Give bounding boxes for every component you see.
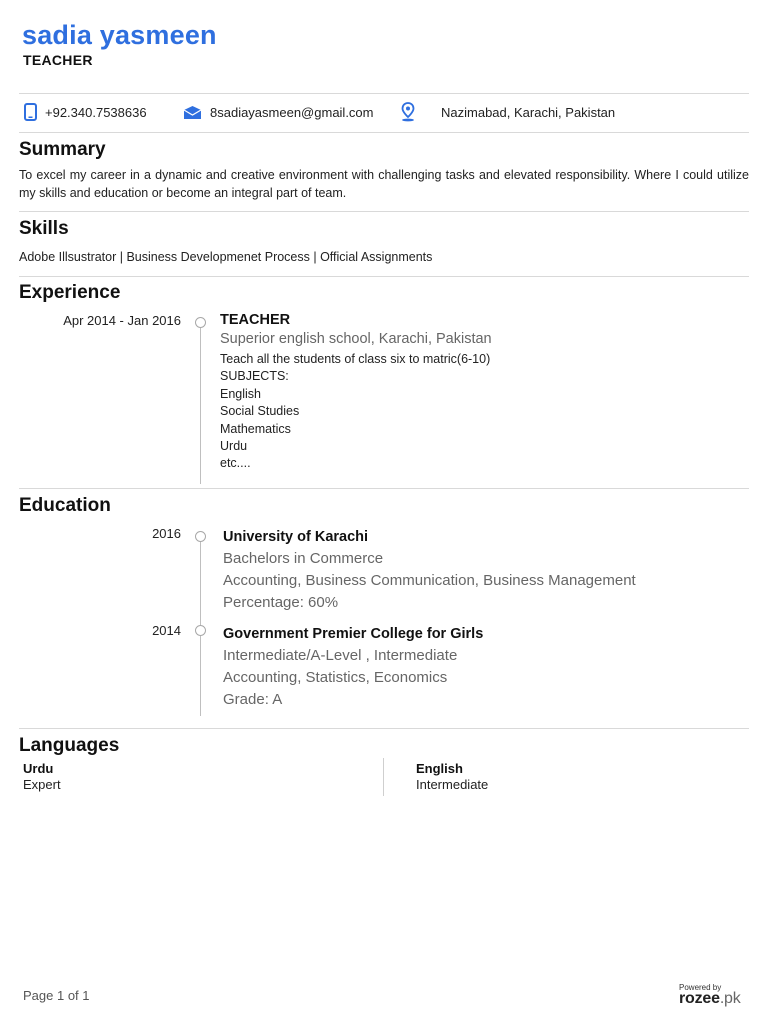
contact-location — [400, 100, 615, 124]
education-result: Percentage: 60% — [223, 594, 339, 611]
divider — [19, 488, 749, 489]
divider — [19, 93, 749, 94]
languages-heading: Languages — [19, 735, 120, 756]
description-line: Mathematics — [220, 421, 291, 436]
map-pin-icon — [400, 102, 416, 122]
experience-heading: Experience — [19, 282, 121, 303]
description-line: etc.... — [220, 456, 251, 471]
divider — [19, 211, 749, 212]
skills-heading: Skills — [19, 218, 69, 239]
education-degree: Intermediate/A-Level , Intermediate — [223, 647, 458, 664]
candidate-name: sadia yasmeen — [22, 20, 217, 50]
description-line: SUBJECTS: — [220, 369, 289, 384]
education-institution: University of Karachi — [223, 529, 369, 545]
language-level: Expert — [23, 777, 61, 792]
timeline-dot — [195, 317, 206, 328]
education-result: Grade: A — [223, 691, 283, 708]
experience-description — [220, 351, 490, 473]
summary-text: To excel my career in a dynamic and creative environment with challenging tasks and elevated responsibility. Where I could utilize my skills and education or become an integral part of team. — [19, 168, 749, 200]
description-line: Social Studies — [220, 404, 300, 419]
description-line: Teach all the students of class six to matric(6-10) — [220, 352, 491, 366]
location-text: Nazimabad, Karachi, Pakistan — [441, 104, 616, 120]
powered-by-label: Powered by — [679, 983, 722, 992]
email-address[interactable]: 8sadiayasmeen@gmail.com — [210, 104, 374, 120]
education-institution: Government Premier College for Girls — [223, 626, 484, 642]
language-level: Intermediate — [416, 777, 489, 792]
envelope-icon — [183, 105, 202, 120]
education-year: 2014 — [152, 623, 181, 638]
education-degree: Bachelors in Commerce — [223, 550, 384, 567]
education-subjects: Accounting, Business Communication, Business Management — [223, 572, 636, 589]
divider — [19, 728, 749, 729]
contact-email — [183, 100, 374, 124]
experience-timeline — [200, 322, 201, 484]
experience-date: Apr 2014 - Jan 2016 — [63, 313, 181, 328]
summary-heading: Summary — [19, 139, 106, 160]
education-year: 2016 — [152, 526, 181, 541]
brand-name: rozee — [679, 990, 720, 1007]
skills-text: Adobe Illsustrator | Business Developmenet Process | Official Assignments — [19, 250, 433, 264]
education-heading: Education — [19, 495, 111, 516]
divider — [19, 132, 749, 133]
phone-number[interactable]: +92.340.7538636 — [45, 104, 147, 120]
description-line: Urdu — [220, 439, 248, 454]
contact-phone — [24, 100, 147, 124]
brand-suffix: .pk — [719, 990, 741, 1007]
rozee-logo[interactable] — [679, 990, 741, 1008]
timeline-dot — [195, 531, 206, 542]
language-name: Urdu — [23, 761, 54, 776]
language-name: English — [416, 761, 463, 776]
divider — [19, 276, 749, 277]
timeline-dot — [195, 625, 206, 636]
education-subjects: Accounting, Statistics, Economics — [223, 669, 448, 686]
experience-organization: Superior english school, Karachi, Pakistan — [220, 331, 492, 347]
candidate-title: TEACHER — [23, 52, 93, 68]
phone-icon — [24, 103, 37, 121]
page-number: Page 1 of 1 — [23, 988, 90, 1003]
description-line: English — [220, 386, 261, 401]
experience-role: TEACHER — [220, 312, 291, 328]
language-separator — [383, 758, 384, 796]
